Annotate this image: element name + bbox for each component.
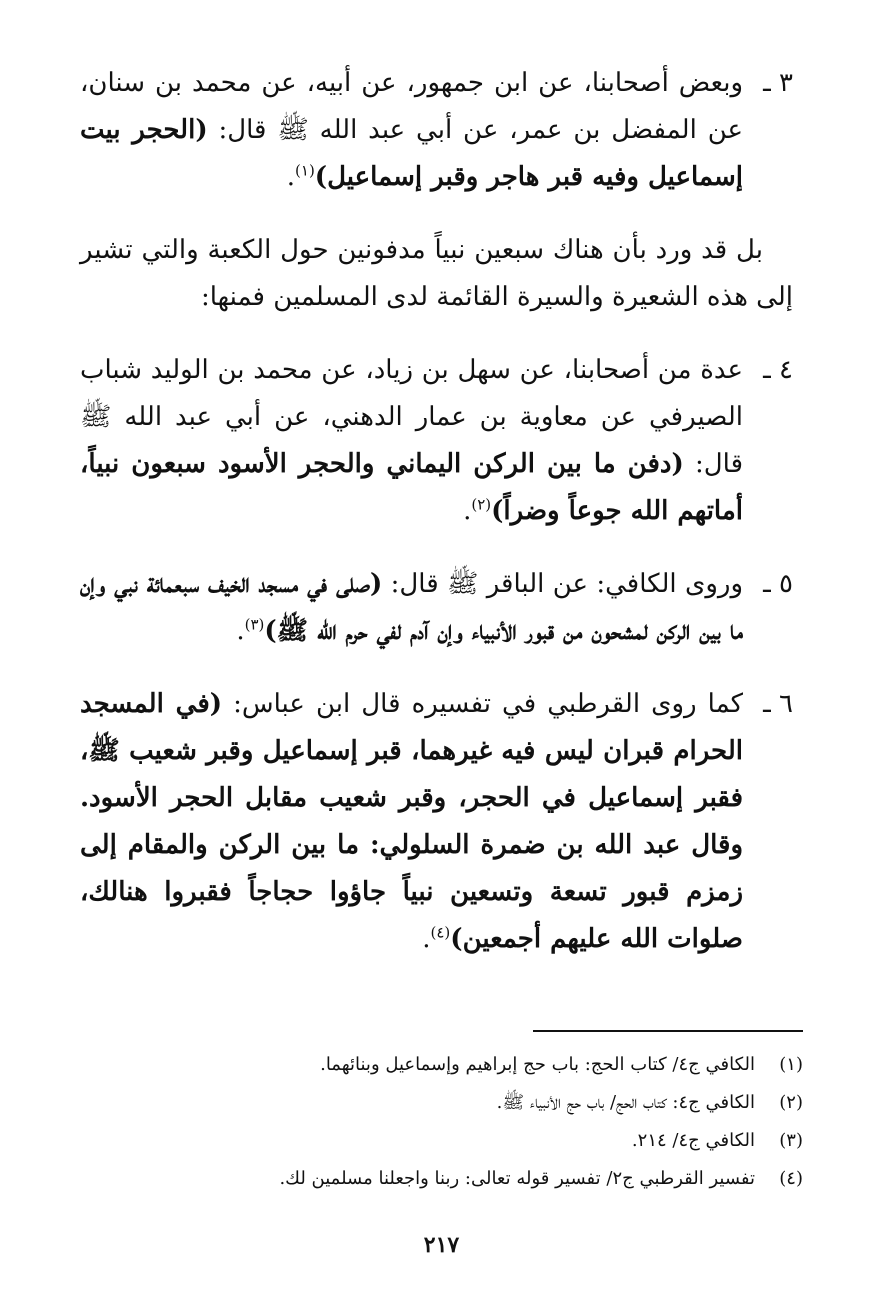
footnote-text: الكافي ج٤/ ٢١٤. (631, 1130, 755, 1151)
item-text (80, 561, 743, 655)
item-quote: (صلى في مسجد الخيف سبعمائة نبي وإن ما بين الركن لمشحون من قبور الأنبياء وإن آدم لفي حرم الله ﷺ) (80, 569, 743, 646)
item-text (80, 60, 743, 201)
item-end: . (422, 924, 431, 954)
footnote-2 (80, 1084, 803, 1122)
item-end: . (463, 496, 472, 526)
footnote-divider (533, 1030, 803, 1032)
footnote-text: الكافي ج٤: كتاب الحج/ باب حج الأنبياء ﷺ. (496, 1092, 755, 1113)
footnote-number: (٣) (779, 1130, 803, 1151)
footnote-text: الكافي ج٤/ كتاب الحج: باب حج إبراهيم وإسماعيل وبنائهما. (320, 1054, 755, 1075)
item-number: ٦ ـ (763, 689, 793, 719)
footnote-ref[interactable]: (١) (295, 161, 315, 180)
item-number: ٣ ـ (763, 68, 793, 98)
item-quote: (في المسجد الحرام قبران ليس فيه غيرهما، قبر إسماعيل وقبر شعيب ﷺ، فقبر إسماعيل في الحجر، وقبر شعيب مقابل الحجر الأسود. وقال عبد الله بن ضمرة السلولي: ما بين الركن والمقام إلى زمزم قبور تسعة وتسعين نبياً جاؤوا حجاجاً فقبروا هنالك، صلوات الله عليهم أجمعين) (80, 689, 743, 954)
item-quote: (دفن ما بين الركن اليماني والحجر الأسود سبعون نبياً، أماتهم الله جوعاً وضراً) (80, 449, 743, 526)
item-quote: (الحجر بيت إسماعيل وفيه قبر هاجر وقبر إسماعيل) (80, 115, 743, 192)
item-end: . (236, 616, 245, 646)
narration-item-3 (80, 60, 793, 201)
body-paragraph: بل قد ورد بأن هناك سبعين نبياً مدفونين حول الكعبة والتي تشير إلى هذه الشعيرة والسيرة القائمة لدى المسلمين فمنها: (80, 235, 793, 312)
item-text (80, 681, 743, 963)
item-number: ٥ ـ (763, 569, 793, 599)
footnote-ref[interactable]: (٢) (471, 495, 492, 514)
footnote-number: (١) (779, 1054, 803, 1075)
item-number: ٤ ـ (763, 355, 793, 385)
footnote-1 (80, 1046, 803, 1084)
footnote-4 (80, 1160, 803, 1198)
page-number: ٢١٧ (423, 1232, 460, 1258)
narration-item-6 (80, 681, 793, 963)
footnote-text: تفسير القرطبي ج٢/ تفسير قوله تعالى: ربنا واجعلنا مسلمين لك. (279, 1168, 755, 1189)
item-end: . (286, 162, 296, 192)
footnote-number: (٤) (779, 1168, 803, 1189)
footnote-number: (٢) (779, 1092, 803, 1113)
footnotes-section (80, 1030, 803, 1198)
narration-item-4 (80, 347, 793, 535)
item-plain-text: وبعض أصحابنا، عن ابن جمهور، عن أبيه، عن محمد بن سنان، عن المفضل بن عمر، عن أبي عبد الله ﷺ قال: (80, 68, 743, 145)
item-plain-text: كما روى القرطبي في تفسيره قال ابن عباس: (222, 689, 743, 719)
item-plain-text: وروى الكافي: عن الباقر ﷺ قال: (382, 569, 744, 599)
footnote-ref[interactable]: (٣) (244, 615, 265, 634)
narration-item-5 (80, 561, 793, 655)
item-text (80, 347, 743, 535)
item-plain-text: عدة من أصحابنا، عن سهل بن زياد، عن محمد بن الوليد شباب الصيرفي عن معاوية بن عمار الدهني، عن أبي عبد الله ﷺ قال: (80, 355, 743, 479)
footnote-3 (80, 1122, 803, 1160)
footnote-ref[interactable]: (٤) (430, 923, 451, 942)
